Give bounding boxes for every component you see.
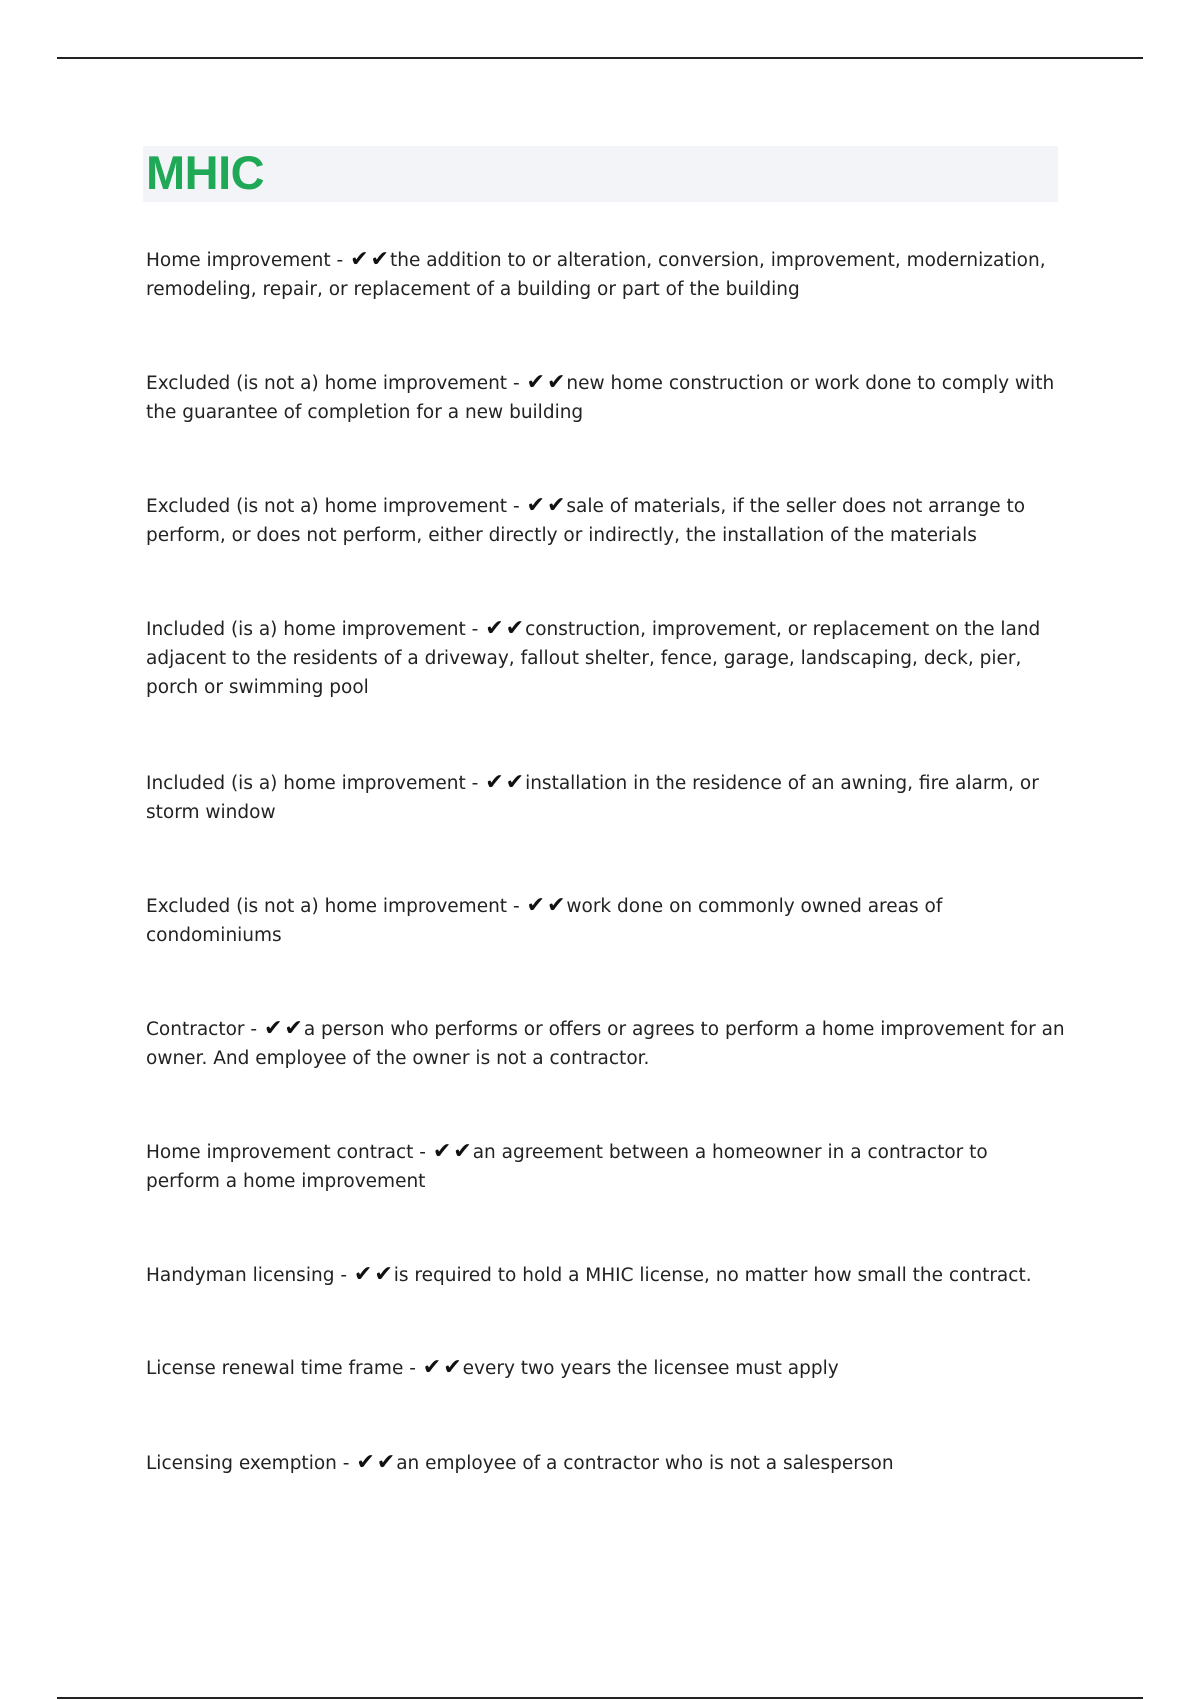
entry-term: Excluded (is not a) home improvement [146,896,508,917]
check-icon: ✔ [526,893,545,918]
check-icon: ✔ [370,247,389,272]
entry-separator: - [465,773,485,794]
entry-term: Contractor [146,1019,245,1040]
flashcard-entry [146,1015,1066,1073]
entry-definition: an agreement between a homeowner in a contractor to perform a home improvement [146,1142,988,1192]
check-icon: ✔ [422,1355,442,1380]
entry-term: Included (is a) home improvement [146,773,466,794]
page-top-rule [57,57,1143,59]
document-title: MHIC [146,146,265,199]
entry-term: Home improvement [146,250,331,271]
check-icon: ✔ [526,370,545,395]
flashcard-entry [146,1449,1066,1478]
entry-separator: - [330,250,350,271]
check-icon: ✔ [374,1262,393,1287]
check-icon: ✔ [376,1450,396,1475]
entry-separator: - [465,619,485,640]
check-icon: ✔ [443,1355,462,1380]
flashcard-entry [146,246,1066,304]
entry-separator: - [403,1358,422,1379]
check-icon: ✔ [485,616,504,641]
flashcard-entry [146,1138,1066,1196]
title-band [143,146,1058,202]
check-icon: ✔ [263,1016,283,1041]
flashcard-entry [146,892,1066,950]
entry-definition: installation in the residence of an awning, fire alarm, or storm window [146,773,1039,823]
entry-separator: - [507,896,526,917]
check-icon: ✔ [546,493,566,518]
check-icon: ✔ [546,370,566,395]
page-bottom-rule [57,1697,1143,1699]
check-icon: ✔ [284,1016,303,1041]
entry-separator: - [334,1265,353,1286]
entry-term: Included (is a) home improvement [146,619,466,640]
entry-term: License renewal time frame [146,1358,404,1379]
check-icon: ✔ [505,616,525,641]
entry-definition: construction, improvement, or replacement on the land adjacent to the residents of a driveway, fallout shelter, fence, garage, landscaping, deck, pier, porch or swimming pool [146,619,1041,698]
check-icon: ✔ [432,1139,452,1164]
check-icon: ✔ [485,770,504,795]
check-icon: ✔ [505,770,525,795]
entry-separator: - [507,373,526,394]
check-icon: ✔ [526,493,545,518]
entry-definition: sale of materials, if the seller does not arrange to perform, or does not perform, either directly or indirectly, the installation of the materials [146,496,1026,546]
entry-separator: - [507,496,526,517]
entry-term: Handyman licensing [146,1265,335,1286]
flashcard-entry [146,1354,1066,1383]
entry-definition: is required to hold a MHIC license, no matter how small the contract. [393,1265,1032,1286]
entry-definition: work done on commonly owned areas of condominiums [146,896,943,946]
check-icon: ✔ [353,1262,373,1287]
flashcard-entry [146,369,1066,427]
check-icon: ✔ [453,1139,472,1164]
flashcard-entry [146,492,1066,550]
entry-separator: - [336,1453,356,1474]
entry-definition: every two years the licensee must apply [462,1358,839,1379]
entry-definition: new home construction or work done to comply with the guarantee of completion for a new building [146,373,1055,423]
flashcard-entry [146,769,1066,827]
flashcard-entry [146,1261,1066,1290]
entry-term: Excluded (is not a) home improvement [146,496,508,517]
entry-definition: the addition to or alteration, conversion, improvement, modernization, remodeling, repair, or replacement of a building or part of the building [146,250,1046,300]
entry-definition: a person who performs or offers or agrees to perform a home improvement for an owner. And employee of the owner is not a contractor. [146,1019,1065,1069]
check-icon: ✔ [546,893,566,918]
entry-term: Excluded (is not a) home improvement [146,373,508,394]
entry-definition: an employee of a contractor who is not a salesperson [396,1453,894,1474]
entry-separator: - [244,1019,263,1040]
entry-term: Licensing exemption [146,1453,337,1474]
flashcard-entry [146,615,1066,702]
entry-separator: - [413,1142,432,1163]
check-icon: ✔ [350,247,369,272]
entry-term: Home improvement contract [146,1142,414,1163]
check-icon: ✔ [356,1450,375,1475]
